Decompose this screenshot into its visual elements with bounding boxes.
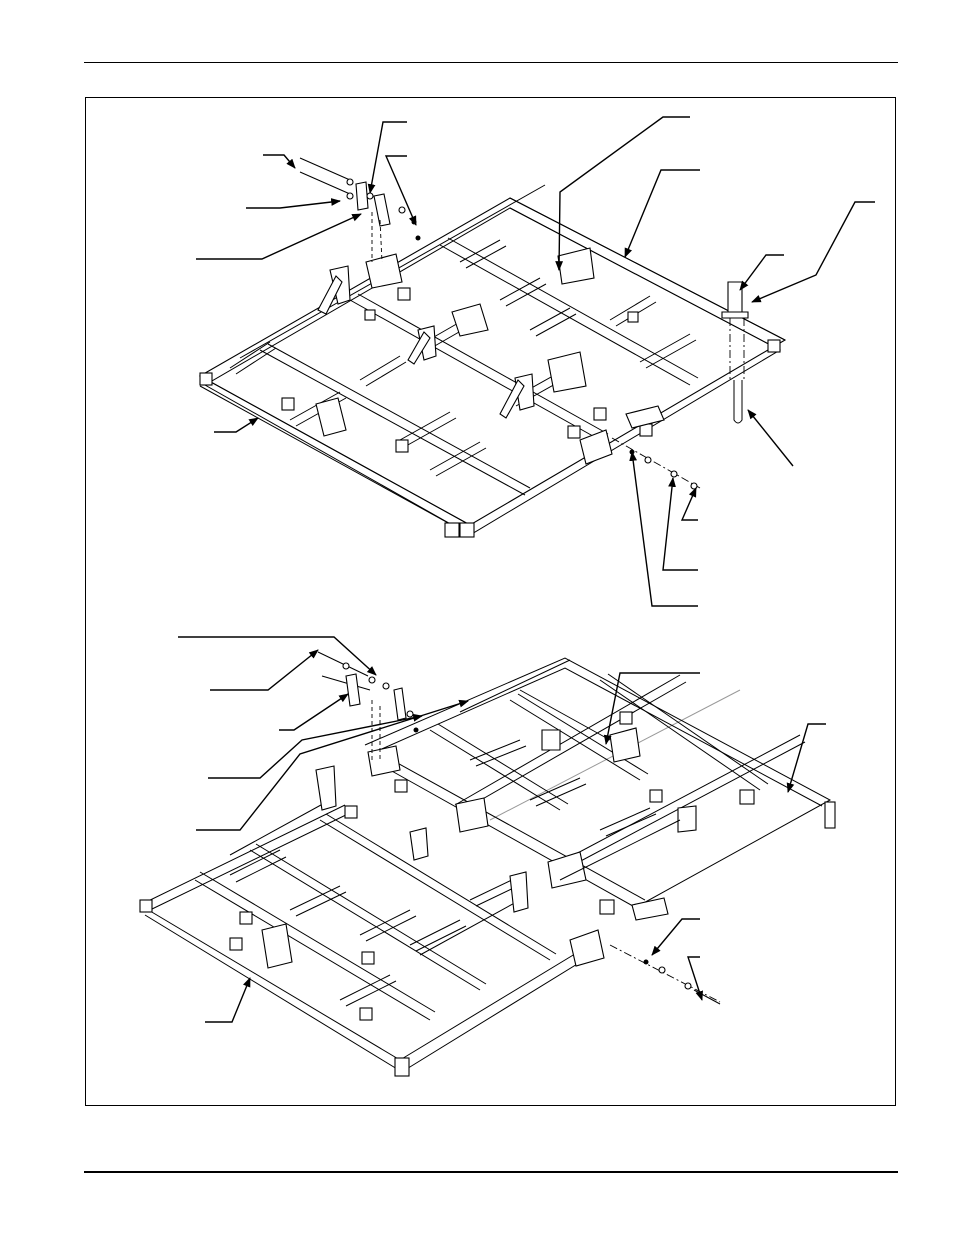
callout-leader bbox=[210, 650, 318, 690]
callout-leader bbox=[196, 701, 468, 830]
callout-leader bbox=[196, 214, 361, 259]
callout-leader bbox=[214, 418, 258, 432]
upper-exploded-view bbox=[200, 150, 785, 537]
callout-leader bbox=[752, 202, 875, 302]
lower-exploded-view bbox=[140, 652, 835, 1076]
callout-leader bbox=[386, 156, 416, 225]
callout-leader bbox=[663, 478, 698, 570]
callout-leader bbox=[788, 724, 826, 792]
callout-leader bbox=[632, 452, 698, 606]
callout-leader bbox=[682, 488, 698, 520]
callout-leader bbox=[688, 957, 702, 1000]
callout-leader bbox=[246, 201, 340, 208]
callout-leader bbox=[279, 694, 348, 730]
callout-leader bbox=[263, 155, 295, 168]
callout-leader bbox=[625, 170, 700, 257]
callout-leader bbox=[748, 410, 793, 466]
callout-leader bbox=[740, 255, 784, 290]
callout-leader bbox=[205, 978, 250, 1022]
callout-leader bbox=[652, 919, 700, 955]
footer-rule bbox=[84, 1171, 898, 1173]
callout-leader bbox=[370, 122, 407, 193]
